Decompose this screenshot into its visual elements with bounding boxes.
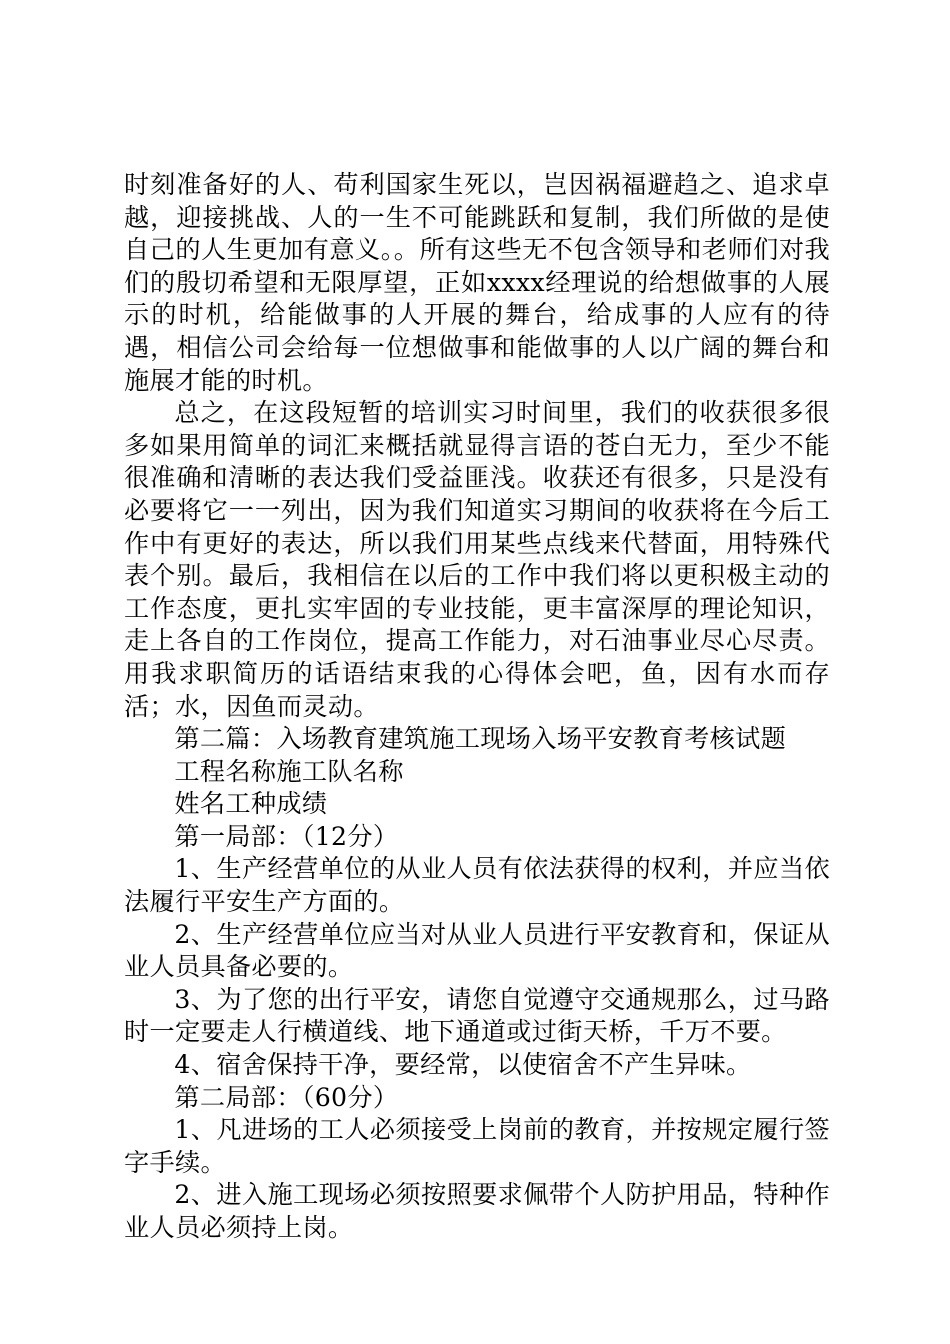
form-line-name: 姓名工种成绩 <box>174 789 328 819</box>
question-1-3: 3、为了您的出行平安，请您自觉遵守交通规那么，过马路时一定要走人行横道线、地下通道或过街天桥，千万不要。 <box>124 984 830 1047</box>
part-two-heading: 第二局部：（60分） <box>174 1082 399 1112</box>
question-1-2: 2、生产经营单位应当对从业人员进行平安教育和，保证从业人员具备必要的。 <box>124 919 830 982</box>
paragraph-summary: 总之，在这段短暂的培训实习时间里，我们的收获很多很多如果用简单的词汇来概括就显得言语的苍白无力，至少不能很准确和清晰的表达我们受益匪浅。收获还有很多，只是没有必要将它一一列出，因为我们知道实习期间的收获将在今后工作中有更好的表达，所以我们用某些点线来代替面，用特殊代表个别。最后，我相信在以后的工作中我们将以更积极主动的工作态度，更扎实牢固的专业技能，更丰富深厚的理论知识，走上各自的工作岗位，提高工作能力，对石油事业尽心尽责。用我求职简历的话语结束我的心得体会吧，鱼，因有水而存活；水，因鱼而灵动。 <box>124 398 830 721</box>
paragraph-closing-reflection: 时刻准备好的人、苟利国家生死以，岂因祸福避趋之、追求卓越，迎接挑战、人的一生不可能跳跃和复制，我们所做的是使自己的人生更加有意义。。所有这些无不包含领导和老师们对我们的殷切希望和无限厚望，正如xxxx经理说的给想做事的人展示的时机，给能做事的人开展的舞台，给成事的人应有的待遇，相信公司会给每一位想做事和能做事的人以广阔的舞台和施展才能的时机。 <box>124 170 830 395</box>
document-page <box>124 169 830 1245</box>
form-line-project: 工程名称施工队名称 <box>174 756 404 786</box>
part-one-heading: 第一局部：（12分） <box>174 821 399 851</box>
question-2-1: 1、凡进场的工人必须接受上岗前的教育，并按规定履行签字手续。 <box>124 1115 830 1177</box>
question-1-1: 1、生产经营单位的从业人员有依法获得的权利，并应当依法履行平安生产方面的。 <box>124 854 830 917</box>
question-1-4: 4、宿舍保持干净，要经常，以使宿舍不产生异味。 <box>174 1050 752 1080</box>
question-2-2: 2、进入施工现场必须按照要求佩带个人防护用品，特种作业人员必须持上岗。 <box>124 1180 830 1242</box>
section-title: 第二篇：入场教育建筑施工现场入场平安教育考核试题 <box>174 724 787 754</box>
